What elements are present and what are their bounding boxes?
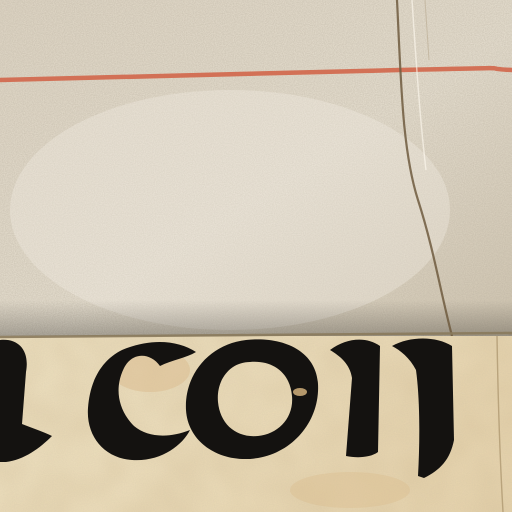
stain-2 — [290, 472, 410, 508]
